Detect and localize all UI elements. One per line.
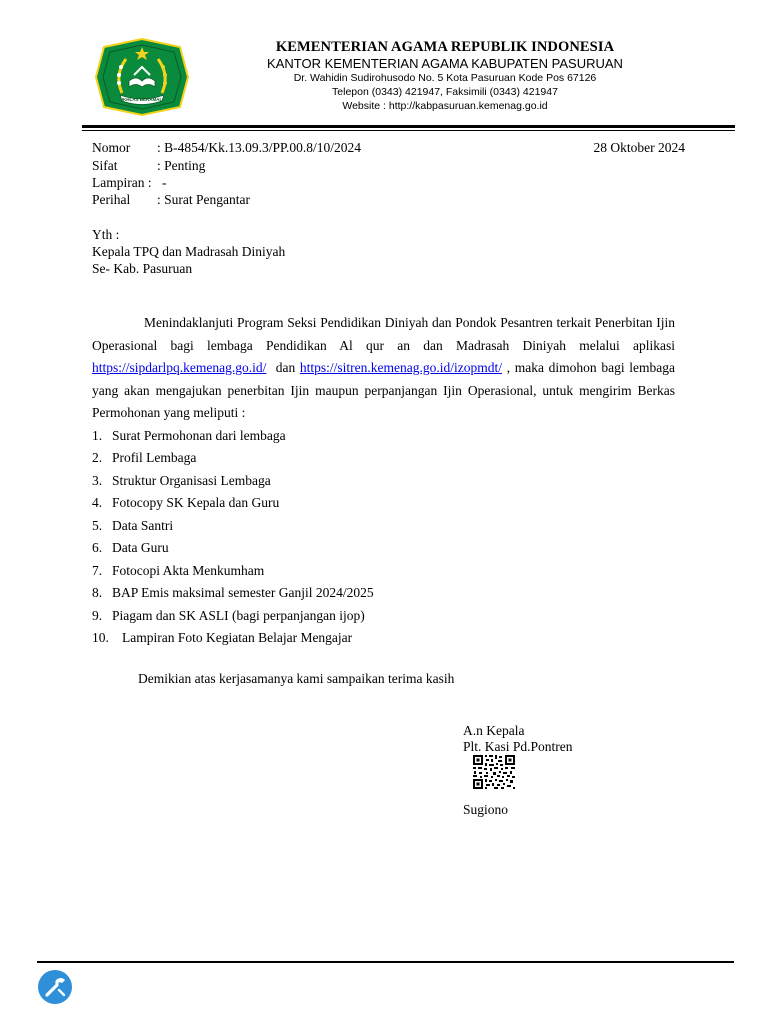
qr-code-icon <box>472 754 516 790</box>
signatory-name: Sugiono <box>463 802 509 817</box>
letterhead-divider-thin <box>82 130 735 131</box>
list-item-number: 5. <box>92 518 103 533</box>
recipient-line2: Se- Kab. Pasuruan <box>92 261 193 276</box>
recipient-yth: Yth : <box>92 227 120 242</box>
list-item-number: 3. <box>92 473 103 488</box>
list-item: Profil Lembaga <box>112 450 197 465</box>
list-item: Fotocopy SK Kepala dan Guru <box>112 495 280 510</box>
sifat-label: Sifat <box>92 158 118 173</box>
letterhead-office: KANTOR KEMENTERIAN AGAMA KABUPATEN PASURUAN <box>267 56 623 71</box>
perihal-label: Perihal <box>92 192 131 207</box>
letterhead-divider-thick <box>82 125 735 128</box>
body-connector: dan <box>275 360 296 375</box>
lampiran-value: - <box>162 175 167 190</box>
kemenag-logo-icon <box>94 37 190 117</box>
circle-tool-icon <box>37 969 73 1005</box>
list-item-number: 8. <box>92 585 103 600</box>
list-item: Piagam dan SK ASLI (bagi perpanjangan ijop) <box>112 608 365 623</box>
sitren-link[interactable]: https://sitren.kemenag.go.id/izopmdt/ <box>299 360 503 375</box>
letterhead-ministry: KEMENTERIAN AGAMA REPUBLIK INDONESIA <box>275 39 615 55</box>
letterhead-website: Website : http://kabpasuruan.kemenag.go.id <box>342 100 548 112</box>
list-item-number: 6. <box>92 540 103 555</box>
sipdarlpq-link[interactable]: https://sipdarlpq.kemenag.go.id/ <box>92 360 267 375</box>
body-paragraph <box>92 312 675 425</box>
list-item-number: 10. <box>92 630 109 645</box>
list-item: BAP Emis maksimal semester Ganjil 2024/2025 <box>112 585 374 600</box>
body-intro: Menindaklanjuti Program Seksi Pendidikan Diniyah dan Pondok Pesantren terkait Penerbitan Ijin Operasional bagi lembaga Pendidikan Al qur an dan Madrasah Diniyah melalui aplikasi <box>92 315 675 353</box>
nomor-value: : B-4854/Kk.13.09.3/PP.00.8/10/2024 <box>157 140 362 155</box>
list-item-number: 4. <box>92 495 103 510</box>
signature-title: A.n Kepala <box>463 723 525 738</box>
footer-divider <box>37 961 734 963</box>
letterhead-address: Dr. Wahidin Sudirohusodo No. 5 Kota Pasuruan Kode Pos 67126 <box>293 72 597 84</box>
sifat-value: : Penting <box>157 158 206 173</box>
list-item: Data Santri <box>112 518 174 533</box>
lampiran-label: Lampiran : <box>92 175 152 190</box>
list-item-number: 9. <box>92 608 103 623</box>
list-item: Surat Permohonan dari lembaga <box>112 428 286 443</box>
logo-ribbon-text: IKHLAS BERAMAL <box>121 97 163 102</box>
list-item: Data Guru <box>112 540 169 555</box>
letterhead-phone: Telepon (0343) 421947, Faksimili (0343) 421947 <box>332 86 558 98</box>
list-item: Struktur Organisasi Lembaga <box>112 473 271 488</box>
signature-position: Plt. Kasi Pd.Pontren <box>463 739 573 754</box>
list-item-number: 7. <box>92 563 103 578</box>
body-outro: , maka dimohon bagi lembaga yang akan mengajukan penerbitan Ijin maupun perpanjangan Ijin Operasional, untuk mengirim Berkas Permohonan yang meliputi : <box>92 360 676 420</box>
recipient-line1: Kepala TPQ dan Madrasah Diniyah <box>92 244 286 259</box>
list-item-number: 1. <box>92 428 103 443</box>
letter-date: 28 Oktober 2024 <box>593 140 685 155</box>
list-item: Fotocopi Akta Menkumham <box>112 563 265 578</box>
perihal-value: : Surat Pengantar <box>157 192 250 207</box>
list-item: Lampiran Foto Kegiatan Belajar Mengajar <box>122 630 353 645</box>
nomor-label: Nomor <box>92 140 131 155</box>
list-item-number: 2. <box>92 450 103 465</box>
closing-text: Demikian atas kerjasamanya kami sampaikan terima kasih <box>138 671 455 686</box>
